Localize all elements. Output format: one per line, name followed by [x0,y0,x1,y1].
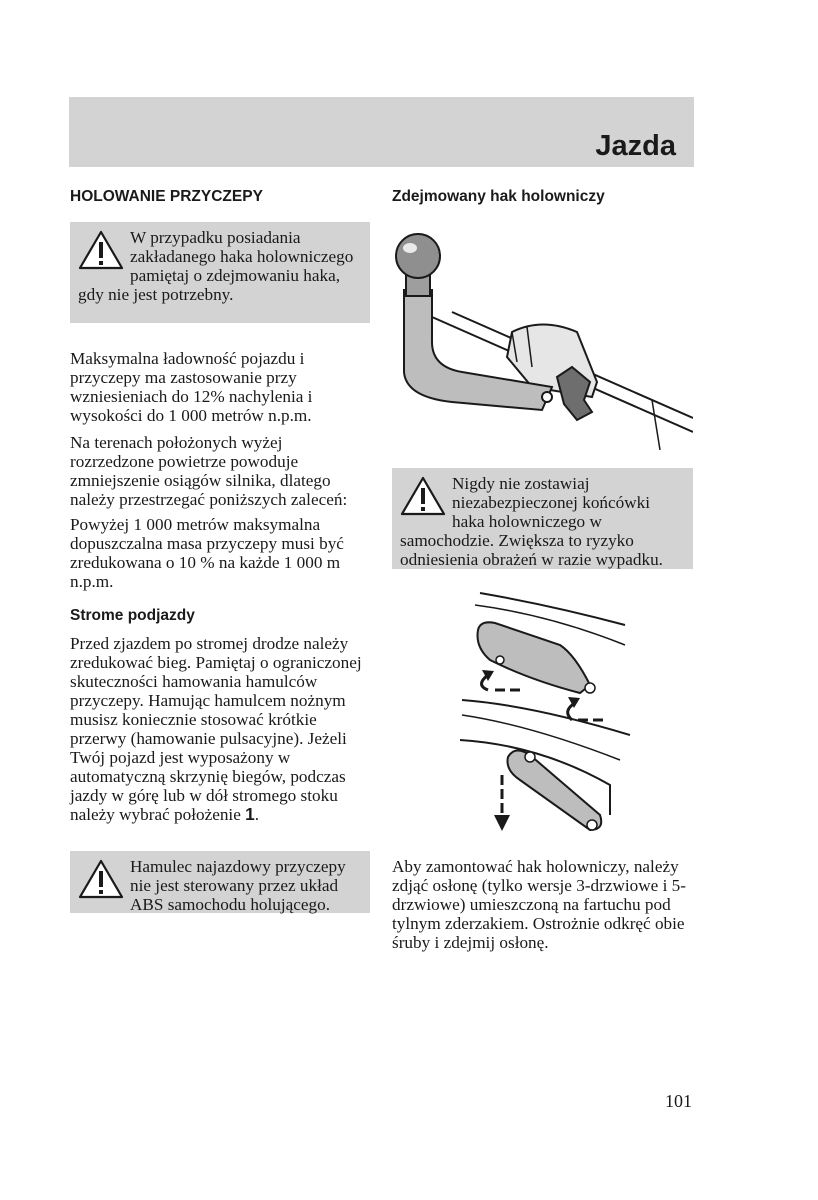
warning-triangle-icon [400,476,446,516]
warning-triangle-icon [78,859,124,899]
section-header-band [69,97,694,167]
section-title: Jazda [595,130,676,162]
subheading-steep-slopes: Strome podjazdy [70,607,195,624]
cover-removal-illustration [460,585,630,840]
heading-removable-tow-hook: Zdejmowany hak holowniczy [392,188,605,205]
paragraph-mass-reduction: Powyżej 1 000 metrów maksymalna dopuszczalna masa przyczepy musi być zredukowana o 10 % na każde 1 000 m n.p.m. [70,515,344,591]
warning-text: Hamulec najazdowy przyczepy nie jest sterowany przez układ ABS samochodu holującego. [130,857,346,914]
paragraph-steep-slopes-text: Przed zjazdem po stromej drodze należy zredukować bieg. Pamiętaj o ograniczonej skuteczności hamowania hamulców przyczepy. Hamując hamulcem nożnym musisz koniecznie stosować krótkie przerwy (hamowanie pulsacyjne). Jeżeli Twój pojazd jest wyposażony w automatyczną skrzynię biegów, podczas jazdy w górę lub w dół stromego stoku należy wybrać położenie [70,634,362,824]
tow-hook-illustration [392,222,693,450]
gear-position: 1 [245,804,255,824]
paragraph-hook-mounting: Aby zamontować hak holowniczy, należy zdjąć osłonę (tylko wersje 3-drzwiowe i 5-drzwiowe) umieszczoną na fartuchu pod tylnym zderzakiem. Ostrożnie odkręć obie śruby i zdejmij osłonę. [392,857,687,952]
warning-box-removable-hook [70,222,370,323]
warning-text: W przypadku posiadania zakładanego haka holowniczego pamiętaj o zdejmowaniu haka, gdy nie jest potrzebny. [78,228,354,304]
paragraph-steep-slopes [70,634,370,824]
paragraph-steep-slopes-end: . [254,805,259,824]
warning-box-unsecured-hook [392,468,693,569]
warning-triangle-icon [78,230,124,270]
paragraph-max-load: Maksymalna ładowność pojazdu i przyczepy ma zastosowanie przy wzniesieniach do 12% nachylenia i wysokości do 1 000 metrów n.p.m. [70,349,313,425]
warning-text: Nigdy nie zostawiaj niezabezpieczonej końcówki haka holowniczego w samochodzie. Zwiększa to ryzyko odniesienia obrażeń w razie wypadku. [400,474,663,569]
paragraph-high-altitude: Na terenach położonych wyżej rozrzedzone powietrze powoduje zmniejszenie osiągów silnika, dlatego należy przestrzegać poniższych zaleceń: [70,433,348,509]
page-number: 101 [665,1091,692,1111]
heading-trailer-towing: HOLOWANIE PRZYCZEPY [70,188,263,205]
warning-box-trailer-brake [70,851,370,913]
